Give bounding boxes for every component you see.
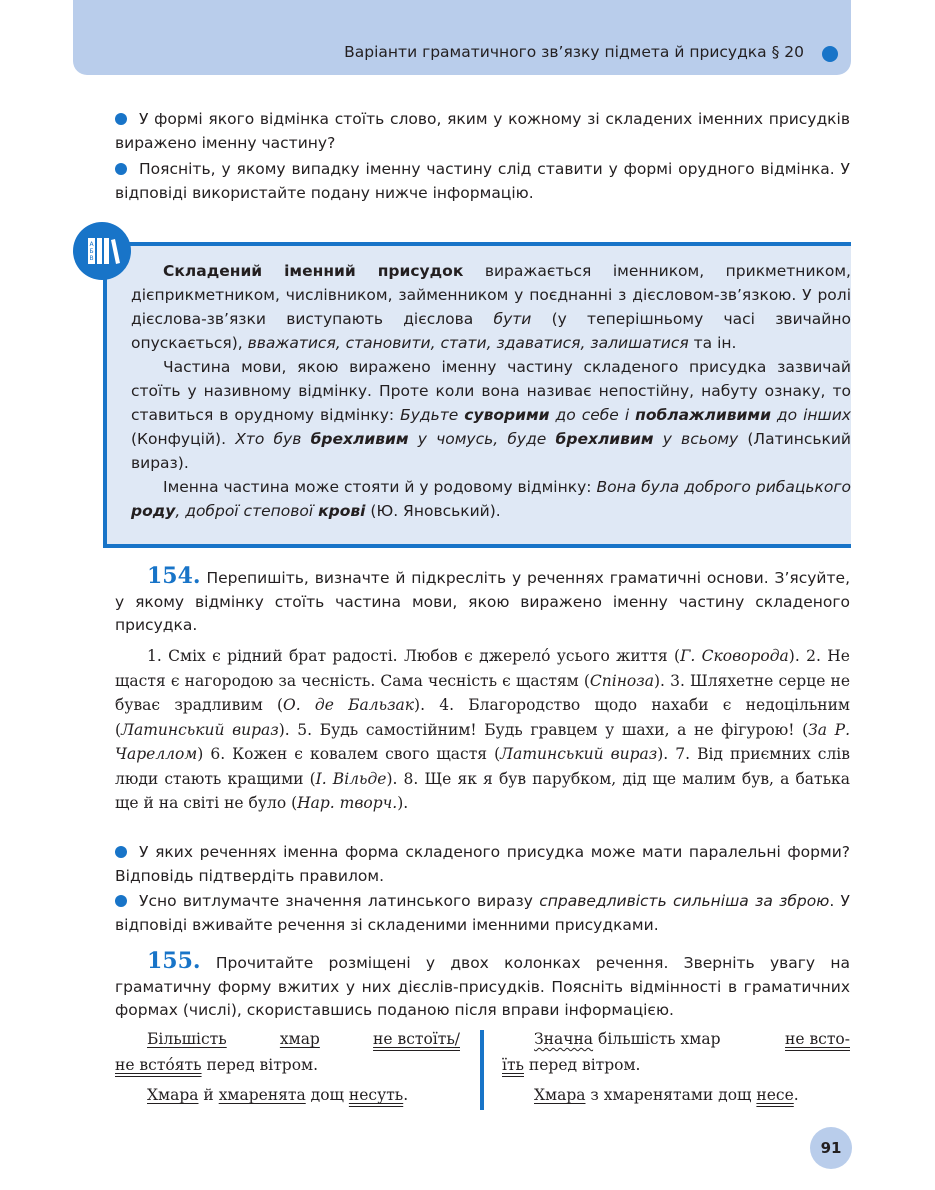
rule-text (131, 259, 851, 523)
rule-paragraph-1: Складений іменний присудок виражається іменником, прикметником, дієприкметником, числівником, займенником у поєднанні з дієсловом-зв’язкою. У ролі дієслова-зв’язки виступають дієслова бути (у теперішньому часі звичайно опускається), вважатися, становити, стати, здаватися, залишатися та ін. (131, 262, 851, 352)
exercise-number: 155. (147, 948, 201, 974)
left-line-1: Більшість хмар не встоїть/ (147, 1030, 460, 1048)
exercise-154-sentences: 1. Сміх є рідний брат радості. Любов є джерело́ усього життя (Г. Сковорода). 2. Не щастя є нагородою за чесність. Сама чесність є щастям (Спіноза). 3. Шляхетне серце не буває зрадливим (О. де Бальзак). 4. Благородство щодо нахаби є недоцільним (Латинський вираз). 5. Будь самостійним! Будь гравцем у шахи, а не фігурою! (За Р. Чареллом) 6. Кожен є ковалем свого щастя (Латинський вираз). 7. Від приємних слів люди стають кращими (І. Вільде). 8. Ще як я був парубком, дід ще малим був, а батька ще й на світі не було (Нар. творч.). (115, 647, 851, 812)
left-line-3: Хмара й хмаренята дощ несуть. (147, 1086, 409, 1104)
bullet-icon (115, 163, 127, 175)
exercise-155-task: 155. Прочитайте розміщені у двох колонках речення. Зверніть увагу на граматичну форму вжитих у них дієслів-присудків. Поясніть відмінності в граматичних формах (числі), скориставшись поданою після вправи інформацією. (115, 948, 850, 1019)
header-dot-icon (822, 46, 838, 62)
page-header (73, 0, 851, 75)
page-number: 91 (810, 1127, 852, 1169)
question-2: Поясніть, у якому випадку іменну частину слід ставити у формі орудного відмінка. У відповіді використайте подану нижче інформацію. (115, 160, 850, 202)
question-1: У формі якого відмінка стоїть слово, яким у кожному зі складених іменних присудків виражено іменну частину? (115, 110, 850, 152)
bullet-icon (115, 895, 127, 907)
left-column (115, 1026, 460, 1108)
rule-paragraph-2: Частина мови, якою виражено іменну частину складеного присудка зазвичай стоїть у називному відмінку. Проте коли вона називає непостійну, набуту ознаку, то ставиться в орудному відмінку: Будьте суворими до себе і поблажливими до інших (Конфуцій). Хто був брехливим у чомусь, буде брехливим у всьому (Латинський вираз). (131, 358, 851, 472)
left-line-2: не вcто́ять перед вітром. (115, 1056, 319, 1074)
right-line-2: їть перед вітром. (502, 1056, 641, 1074)
right-column (502, 1026, 850, 1108)
svg-text:В: В (89, 255, 94, 262)
svg-text:А: А (89, 241, 94, 248)
right-line-3: Хмара з хмаренятами дощ несе. (534, 1086, 799, 1104)
rule-paragraph-3: Іменна частина може стояти й у родовому відмінку: Вона була доброго рибацького роду, доброї степової крові (Ю. Яновський). (131, 478, 851, 520)
svg-text:Б: Б (89, 248, 94, 255)
right-line-1: Значна більшість хмар не вcто- (534, 1030, 850, 1048)
bullet-icon (115, 113, 127, 125)
exercise-154-task: 154. Перепишіть, визначте й підкресліть у реченнях граматичні основи. З’ясуйте, у якому відмінку стоїть частина мови, якою виражено іменну частину складеного присудка. (115, 563, 850, 634)
bullet-icon (115, 846, 127, 858)
exercise-number: 154. (147, 563, 201, 589)
books-icon (73, 222, 131, 280)
rule-box-bar (103, 242, 107, 544)
column-divider (480, 1030, 484, 1110)
exercise-154-question-2: Усно витлумачте значення латинського виразу справедливість сильніша за зброю. У відповіді вживайте речення зі складеними іменними присудками. (115, 892, 850, 934)
section-title: Варіанти граматичного зв’язку підмета й присудка § 20 (344, 43, 804, 61)
exercise-154-question-1: У яких реченнях іменна форма складеного присудка може мати паралельні форми? Відповідь підтвердіть правилом. (115, 843, 850, 885)
